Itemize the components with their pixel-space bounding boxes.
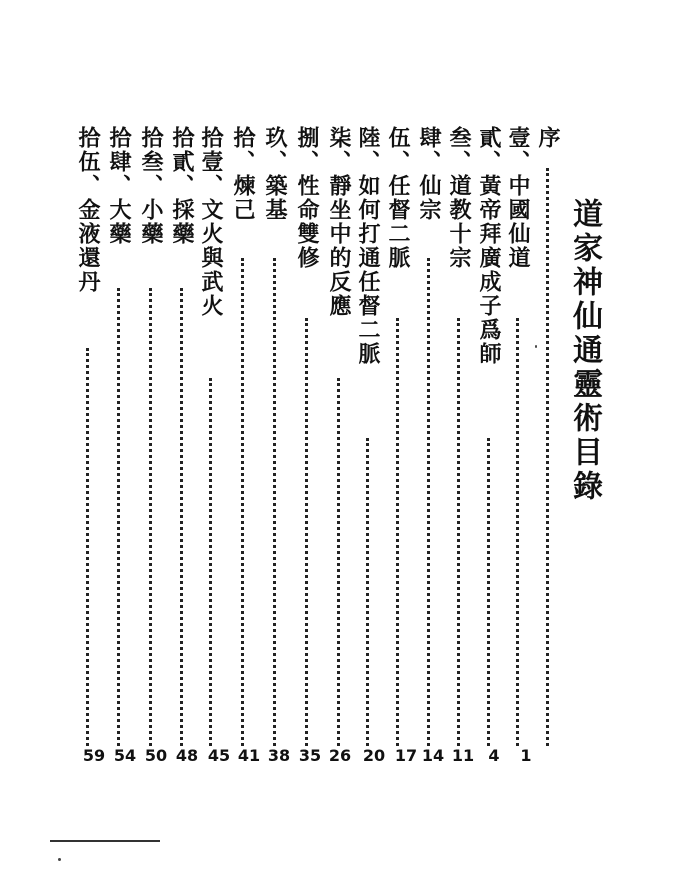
dot-leader	[209, 378, 212, 746]
toc-entry-label: 拾貳、採藥	[169, 126, 195, 246]
toc-entry[interactable]	[137, 126, 165, 766]
toc-entry[interactable]	[325, 126, 353, 766]
dot-leader	[86, 348, 89, 746]
dot-leader	[366, 438, 369, 746]
dot-leader	[337, 378, 340, 746]
toc-entry[interactable]	[168, 126, 196, 766]
toc-page-number: 38	[267, 746, 291, 765]
toc-entry-label: 肆、仙宗	[416, 126, 442, 222]
toc-entry[interactable]	[354, 126, 382, 766]
toc-entry-label: 叁、道教十宗	[446, 126, 472, 270]
scan-speck	[58, 858, 61, 861]
dot-leader	[516, 318, 519, 746]
toc-entry[interactable]	[293, 126, 321, 766]
scan-speck	[535, 345, 537, 348]
toc-entry-label: 拾肆、大藥	[106, 126, 132, 246]
toc-entry[interactable]	[105, 126, 133, 766]
page-title: 道家神仙通靈術目錄	[567, 198, 602, 504]
toc-entry[interactable]	[197, 126, 225, 766]
dot-leader	[273, 258, 276, 746]
toc-page-number: 14	[421, 746, 445, 765]
dot-leader	[149, 288, 152, 746]
toc-page-number: 11	[451, 746, 475, 765]
toc-page-number: 26	[328, 746, 352, 765]
dot-leader	[457, 318, 460, 746]
toc-entry[interactable]	[445, 126, 473, 766]
toc-entry-label: 玖、築基	[262, 126, 288, 222]
toc-page-number: 54	[113, 746, 137, 765]
dot-leader	[305, 318, 308, 746]
toc-page-number: 50	[144, 746, 168, 765]
toc-entry[interactable]	[384, 126, 412, 766]
dot-leader	[396, 318, 399, 746]
toc-entry[interactable]	[475, 126, 503, 766]
toc-entry[interactable]	[229, 126, 257, 766]
dot-leader	[427, 258, 430, 746]
toc-page-number: 59	[82, 746, 106, 765]
toc-entry[interactable]	[534, 126, 562, 766]
toc-page-number: 1	[520, 746, 532, 765]
dot-leader	[180, 288, 183, 746]
toc-page-number: 4	[488, 746, 500, 765]
toc-entry-label: 拾伍、金液還丹	[75, 126, 101, 294]
toc-entry[interactable]	[74, 126, 102, 766]
toc-entry[interactable]	[504, 126, 532, 766]
toc-entry-label: 柒、靜坐中的反應	[326, 126, 352, 318]
toc-page-number: 45	[207, 746, 231, 765]
toc-page-number: 17	[394, 746, 418, 765]
dot-leader	[487, 438, 490, 746]
toc-page-number: 20	[362, 746, 386, 765]
toc-entry-label: 拾叁、小藥	[138, 126, 164, 246]
bottom-rule	[50, 840, 160, 842]
dot-leader	[117, 288, 120, 746]
toc-entry-label: 序	[535, 126, 561, 150]
toc-entry-label: 貳、黃帝拜廣成子爲師	[476, 126, 502, 366]
toc-entry-label: 陸、如何打通任督二脈	[355, 126, 381, 366]
dot-leader	[546, 168, 549, 746]
dot-leader	[241, 258, 244, 746]
toc-entry-label: 捌、性命雙修	[294, 126, 320, 270]
toc-page-number: 41	[237, 746, 261, 765]
toc-page-number: 35	[298, 746, 322, 765]
toc-entry[interactable]	[415, 126, 443, 766]
toc-entry-label: 伍、任督二脈	[385, 126, 411, 270]
toc-page-number: 48	[175, 746, 199, 765]
toc-entry-label: 拾壹、文火與武火	[198, 126, 224, 318]
toc-entry-label: 拾、煉己	[230, 126, 256, 222]
toc-entry-label: 壹、中國仙道	[505, 126, 531, 270]
toc-entry[interactable]	[261, 126, 289, 766]
